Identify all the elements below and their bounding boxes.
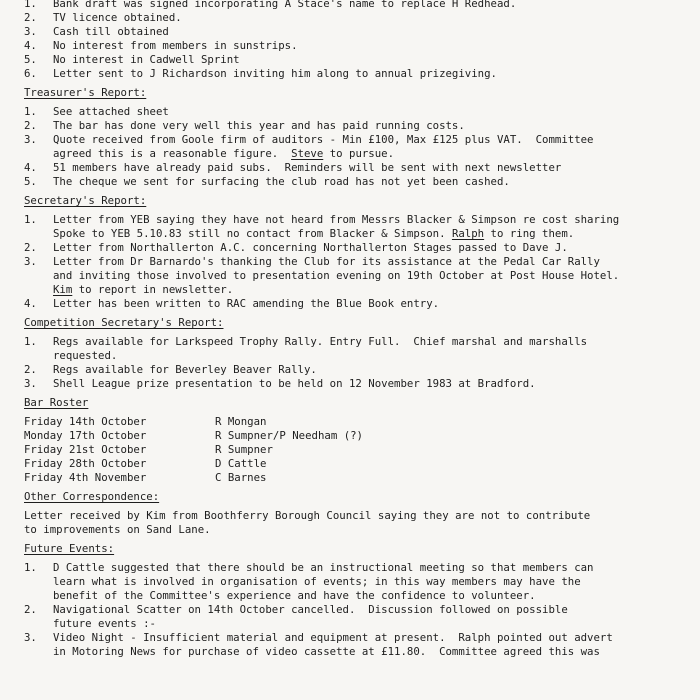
- list-item: 1. See attached sheet: [24, 105, 169, 118]
- list-item: 2. The bar has done very well this year and has paid running costs.: [24, 119, 465, 132]
- list-item: 4. Letter has been written to RAC amending the Blue Book entry.: [24, 297, 440, 310]
- other-correspondence-text: Letter received by Kim from Boothferry Borough Council saying they are not to contribute to improvements on Sand Lane.: [24, 509, 591, 536]
- future-events-heading: Future Events:: [24, 542, 115, 555]
- list-item: 4. No interest from members in sunstrips.: [24, 39, 298, 52]
- secretary-heading: Secretary's Report:: [24, 194, 147, 207]
- list-item: 2. Navigational Scatter on 14th October cancelled. Discussion followed on possible future events :-: [24, 603, 568, 630]
- intro-list: [24, 0, 694, 81]
- roster-row: Friday 21st October R Sumpner: [24, 443, 273, 456]
- list-item: 5. The cheque we sent for surfacing the club road has not yet been cashed.: [24, 175, 510, 188]
- roster-row: Friday 14th October R Mongan: [24, 415, 267, 428]
- assignee-name: Ralph: [451, 227, 485, 240]
- competition-list: [24, 335, 694, 391]
- list-item: 1. Letter from YEB saying they have not heard from Messrs Blacker & Simpson re cost sharing Spoke to YEB 5.10.83 still no contact from Blacker & Simpson. Ralph to ring them.: [24, 213, 620, 240]
- treasurer-heading: Treasurer's Report:: [24, 86, 147, 99]
- list-item: 2. Letter from Northallerton A.C. concerning Northallerton Stages passed to Dave J.: [24, 241, 568, 254]
- list-item: 1. D Cattle suggested that there should be an instructional meeting so that members can learn what is involved in organisation of events; in this way members may have the benefit of the Committee's experience and have the confidence to volunteer.: [24, 561, 594, 602]
- treasurer-list: [24, 105, 694, 189]
- roster-row: Friday 28th October D Cattle: [24, 457, 267, 470]
- roster-row: Monday 17th October R Sumpner/P Needham (?): [24, 429, 363, 442]
- secretary-list: [24, 213, 694, 311]
- list-item: 6. Letter sent to J Richardson inviting him along to annual prizegiving.: [24, 67, 497, 80]
- assignee-name: Kim: [53, 283, 73, 296]
- future-events-list: [24, 561, 694, 659]
- list-item: 3. Quote received from Goole firm of auditors - Min £100, Max £125 plus VAT. Committee agreed this is a reasonable figure. Steve to pursue.: [24, 133, 594, 160]
- list-item: 2. TV licence obtained.: [24, 11, 182, 24]
- list-item: 3. Letter from Dr Barnardo's thanking the Club for its assistance at the Pedal Car Rally and inviting those involved to presentation evening on 19th October at Post House Hotel. Kim to report in newsletter.: [24, 255, 620, 296]
- list-item: 4. 51 members have already paid subs. Reminders will be sent with next newsletter: [24, 161, 562, 174]
- roster-row: Friday 4th November C Barnes: [24, 471, 267, 484]
- list-item: 1. Regs available for Larkspeed Trophy Rally. Entry Full. Chief marshal and marshalls requested.: [24, 335, 588, 362]
- bar-roster-table: [24, 415, 694, 485]
- bar-roster-heading: Bar Roster: [24, 396, 89, 409]
- list-item: 5. No interest in Cadwell Sprint: [24, 53, 240, 66]
- list-item: 1. Bank draft was signed incorporating A Stace's name to replace H Redhead.: [24, 0, 517, 10]
- list-item: 3. Cash till obtained: [24, 25, 169, 38]
- other-correspondence-heading: Other Correspondence:: [24, 490, 160, 503]
- assignee-name: Steve: [291, 147, 324, 160]
- list-item: 3. Shell League prize presentation to be held on 12 November 1983 at Bradford.: [24, 377, 536, 390]
- competition-heading: Competition Secretary's Report:: [24, 316, 224, 329]
- list-item: 2. Regs available for Beverley Beaver Rally.: [24, 363, 317, 376]
- minutes-body: [24, 0, 694, 661]
- list-item: 3. Video Night - Insufficient material and equipment at present. Ralph pointed out advert in Motoring News for purchase of video cassette at £11.80. Committee agreed this was: [24, 631, 613, 658]
